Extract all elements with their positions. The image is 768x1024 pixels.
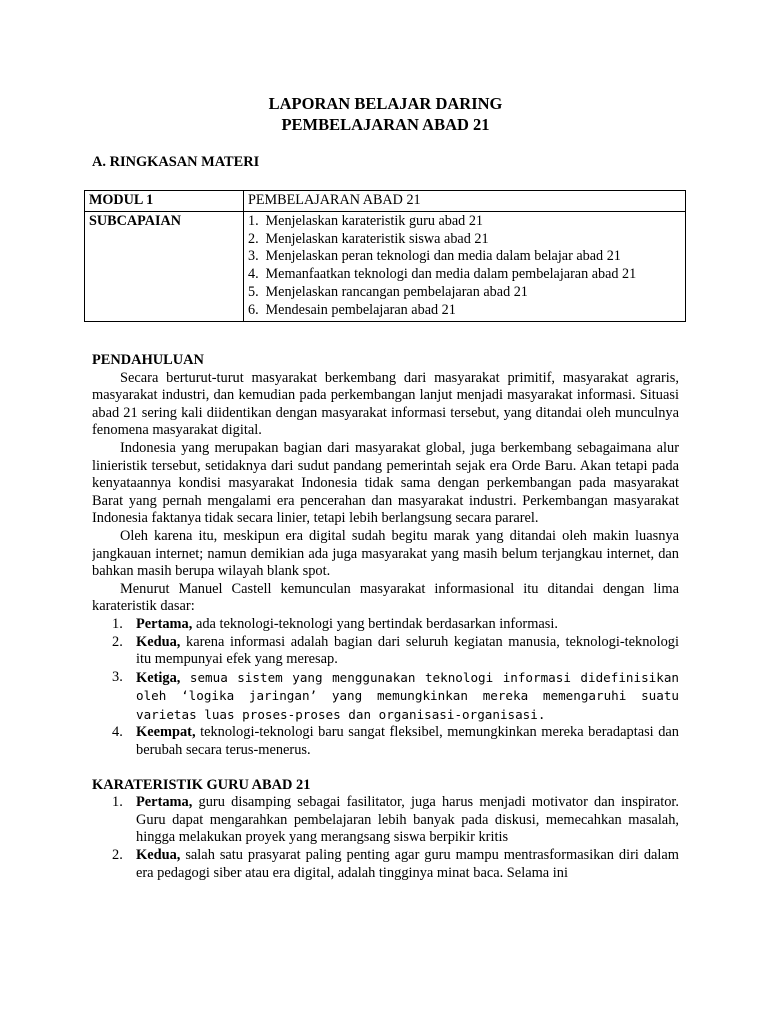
table-cell-label: MODUL 1 [85,191,244,212]
section-heading-ringkasan: A. RINGKASAN MATERI [92,154,260,170]
list-item: 2. Menjelaskan karateristik siswa abad 21 [248,230,489,247]
list-item: 2. Kedua, salah satu prasyarat paling penting agar guru mampu mentrasformasikan diri dalam era pedagogi siber atau era digital, adalah tingginya minat baca. Selama ini [112,847,679,881]
list-item: 3. Menjelaskan peran teknologi dan media dalam belajar abad 21 [248,248,621,265]
table-cell-value: PEMBELAJARAN ABAD 21 [244,191,686,212]
paragraph: Menurut Manuel Castell kemunculan masyarakat informasional itu ditandai dengan lima karateristik dasar: [92,580,679,615]
table-row [85,191,686,212]
list-item: 2. Kedua, karena informasi adalah bagian dari seluruh kegiatan manusia, teknologi-teknologi itu mempunyai efek yang meresap. [112,633,679,668]
list-item: 4. Keempat, teknologi-teknologi baru sangat fleksibel, memungkinkan mereka beradaptasi dan berubah secara terus-menerus. [112,724,679,759]
list-item: 5. Menjelaskan rancangan pembelajaran abad 21 [248,283,528,300]
table-row [85,211,686,321]
paragraph: Oleh karena itu, meskipun era digital sudah begitu marak yang ditandai oleh makin luasnya jangkauan internet; namun demikian ada juga masyarakat yang masih belum terjangkau internet, dan bahkan masih berupa wilayah blank spot. [92,527,679,580]
subcapaian-list [244,211,686,321]
list-item: 1. Pertama, ada teknologi-teknologi yang bertindak berdasarkan informasi. [112,615,558,632]
paragraph: Indonesia yang merupakan bagian dari masyarakat global, juga berkembang sebagaimana alur linieristik tersebut, setidaknya dari sudut pandang pemerintah sejak era Orde Baru. Akan tetapi pada kenyataannya kondisi masyarakat Indonesia tidak sama dengan perkembangan pada masyarakat Barat yang pernah mengalami era pencerahan dan masyarakat industri. Perkembangan masyarakat Indonesia faktanya tidak secara linier, tetapi lebih berlangsung secara pararel. [92,439,679,527]
list-item: 4. Memanfaatkan teknologi dan media dalam pembelajaran abad 21 [248,266,637,283]
guru-list [92,794,679,882]
section-heading-pendahuluan: PENDAHULUAN [92,352,204,368]
document-title-line1: LAPORAN BELAJAR DARING [268,94,503,113]
table-cell-label: SUBCAPAIAN [85,211,244,321]
section-heading-guru: KARATERISTIK GURU ABAD 21 [92,776,311,793]
list-item: 1. Pertama, guru disamping sebagai fasilitator, juga harus menjadi motivator dan inspirator. Guru dapat mengarahkan pembelajaran lebih banyak pada diskusi, memecahkan masalah, hingga melakukan proyek yang merangsang siswa berpikir kritis [112,794,679,846]
list-item: 6. Mendesain pembelajaran abad 21 [248,301,456,318]
document-title-line2: PEMBELAJARAN ABAD 21 [281,115,490,134]
module-table [84,190,686,322]
list-item: 3. Ketiga, semua sistem yang menggunakan teknologi informasi didefinisikan oleh ‘logika jaringan’ yang memungkinkan mereka memengaruhi suatu varietas luas proses-proses dan organisasi-organisasi. [112,668,679,722]
paragraph: Secara berturut-turut masyarakat berkembang dari masyarakat primitif, masyarakat agraris, masyarakat industri, dan kemudian pada perkembangan lanjut menjadi masyarakat informasi. Situasi abad 21 sering kali diidentikan dengan masyarakat informasi tersebut, yang ditandai oleh munculnya fenomena masyarakat digital. [92,369,679,439]
castell-list [92,616,679,760]
list-item: 1. Menjelaskan karateristik guru abad 21 [248,212,484,229]
